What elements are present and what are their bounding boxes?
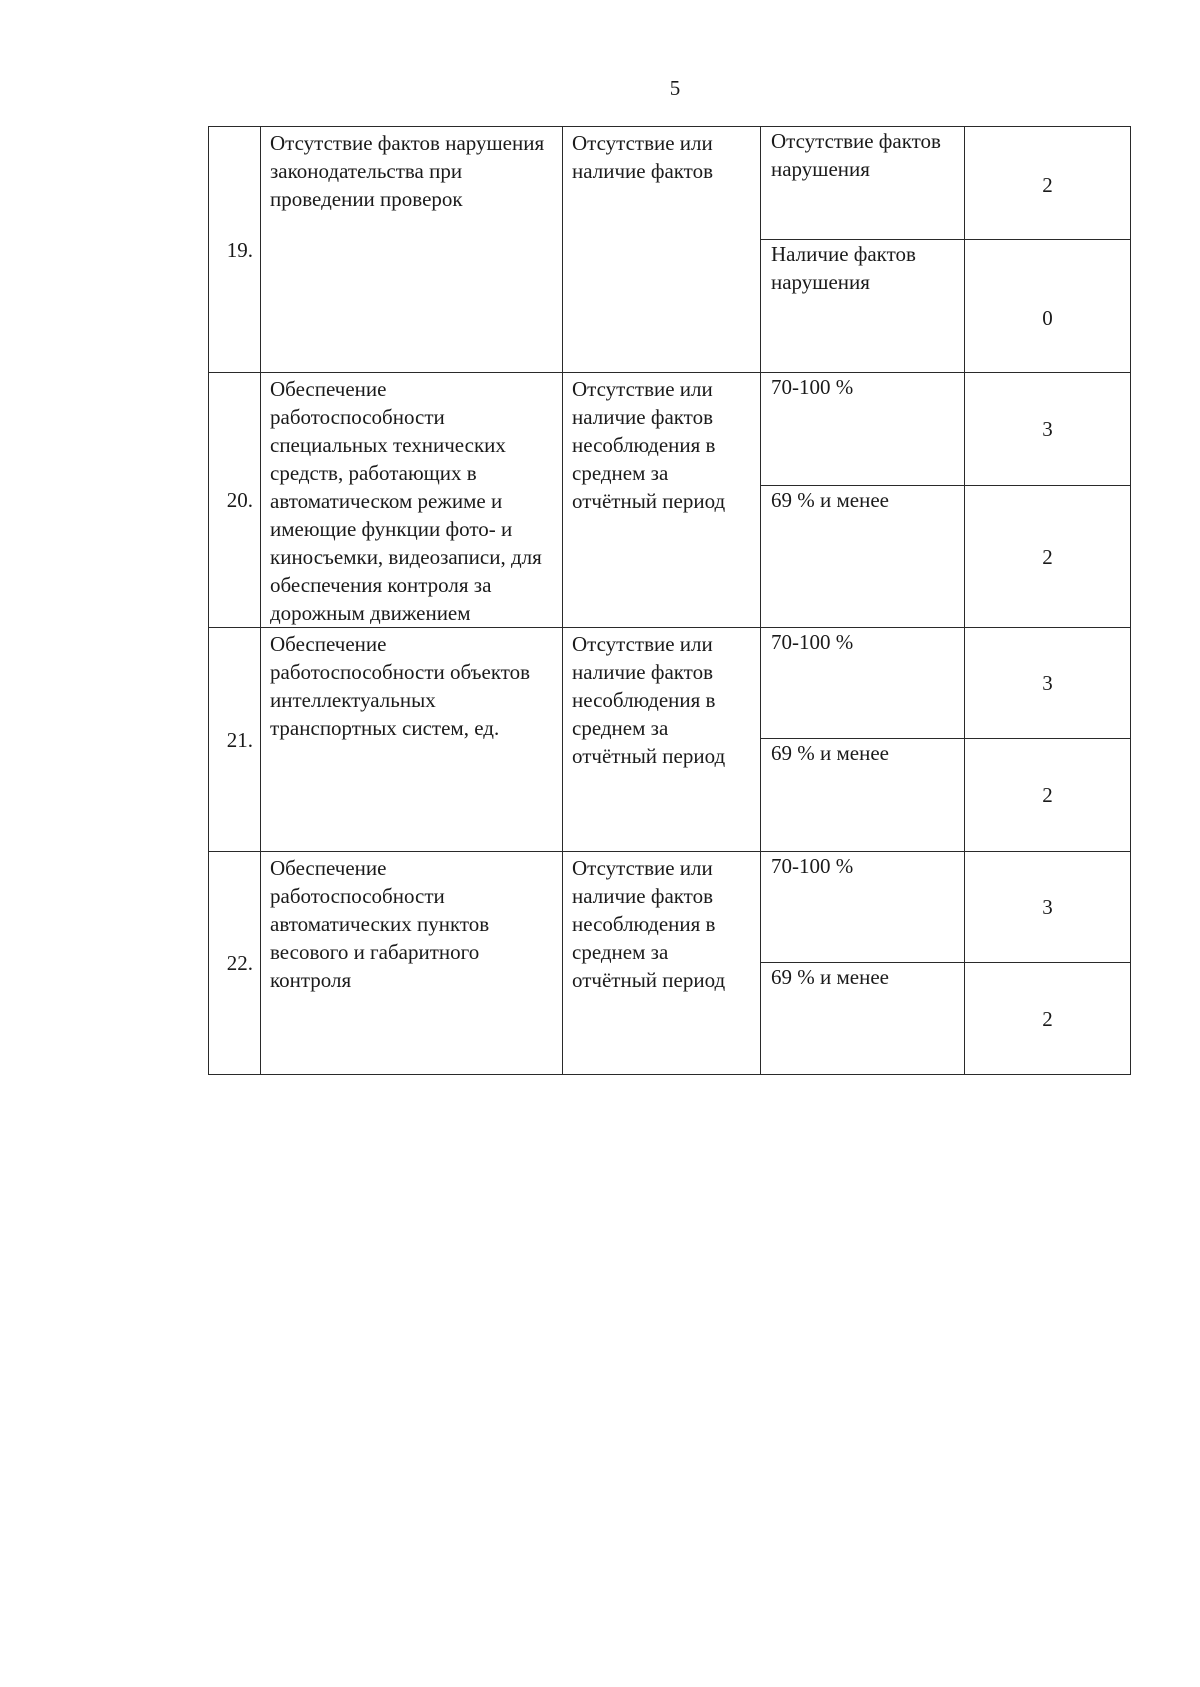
score-cell: 3 [965, 373, 1131, 486]
condition-cell: Отсутствие фактов нарушения [761, 127, 965, 240]
measurement-method: Отсутствие или наличие фактов несоблюдения в среднем за отчётный период [563, 852, 761, 1075]
condition-cell: Наличие фактов нарушения [761, 240, 965, 373]
table-row [209, 852, 1131, 963]
indicator-name: Обеспечение работоспособности автоматических пунктов весового и габаритного контроля [261, 852, 563, 1075]
row-number: 22. [209, 852, 261, 1075]
condition-cell: 70-100 % [761, 628, 965, 739]
page-number: 5 [669, 76, 681, 100]
row-number: 19. [209, 127, 261, 373]
criteria-table [208, 126, 1131, 1075]
score-cell: 2 [965, 963, 1131, 1075]
score-cell: 2 [965, 486, 1131, 628]
score-cell: 3 [965, 852, 1131, 963]
measurement-method: Отсутствие или наличие фактов несоблюдения в среднем за отчётный период [563, 628, 761, 852]
score-cell: 2 [965, 127, 1131, 240]
row-number: 21. [209, 628, 261, 852]
indicator-name: Обеспечение работоспособности объектов интеллектуальных транспортных систем, ед. [261, 628, 563, 852]
score-cell: 3 [965, 628, 1131, 739]
condition-cell: 69 % и менее [761, 739, 965, 852]
row-number: 20. [209, 373, 261, 628]
indicator-name: Обеспечение работоспособности специальных технических средств, работающих в автоматическом режиме и имеющие функции фото- и киносъемки, видеозаписи, для обеспечения контроля за дорожным движением [261, 373, 563, 628]
table-row [209, 628, 1131, 739]
score-cell: 0 [965, 240, 1131, 373]
measurement-method: Отсутствие или наличие фактов несоблюдения в среднем за отчётный период [563, 373, 761, 628]
table-row [209, 127, 1131, 240]
condition-cell: 69 % и менее [761, 486, 965, 628]
measurement-method: Отсутствие или наличие фактов [563, 127, 761, 373]
indicator-name: Отсутствие фактов нарушения законодательства при проведении проверок [261, 127, 563, 373]
score-cell: 2 [965, 739, 1131, 852]
condition-cell: 70-100 % [761, 373, 965, 486]
table-row [209, 373, 1131, 486]
condition-cell: 69 % и менее [761, 963, 965, 1075]
condition-cell: 70-100 % [761, 852, 965, 963]
